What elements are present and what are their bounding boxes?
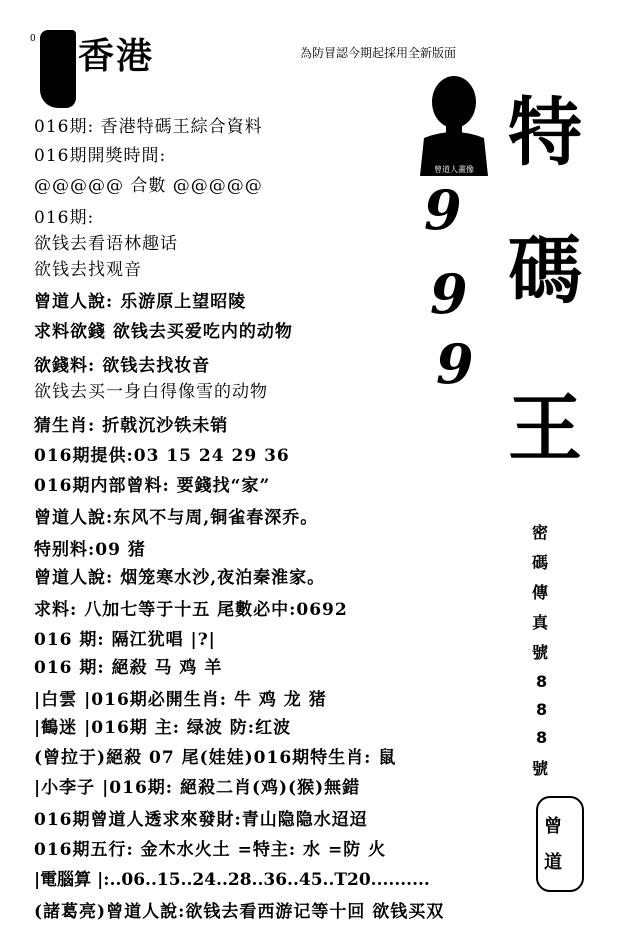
seal-stamp	[536, 796, 584, 892]
seal-char-1: 曾	[544, 816, 562, 837]
vertical-char-1: 密	[532, 523, 549, 542]
text-line: 016期: 香港特碼王綜合資料	[34, 117, 263, 137]
text-line: 特别料:09 猪	[34, 540, 146, 560]
text-line: 欲钱去找观音	[34, 260, 142, 280]
header-note: 為防冒認今期起採用全新版面	[300, 46, 457, 60]
text-line: 016期内部曾料: 要錢找“家”	[34, 476, 271, 496]
text-line: 求料欲錢 欲钱去买爱吃内的动物	[34, 322, 293, 342]
text-line: 曾道人說: 乐游原上望昭陵	[34, 292, 247, 312]
text-line: 求料: 八加七等于十五 尾數必中:0692	[34, 600, 348, 620]
text-line: |小李子 |016期: 絕殺二肖(鸡)(猴)無錯	[34, 778, 361, 798]
text-line: |鶴迷 |016期 主: 绿波 防:红波	[34, 718, 292, 738]
vertical-char-4: 真	[532, 613, 549, 632]
logo-text: 香港	[78, 36, 155, 77]
seal-char-2: 道	[544, 852, 562, 873]
vertical-char-6: 8	[536, 672, 548, 691]
nine-digit-1: 9	[424, 178, 462, 242]
vertical-char-2: 碼	[532, 553, 549, 572]
text-line: 016期曾道人透求來發財:青山隐隐水迢迢	[34, 810, 368, 830]
text-line: 016 期: 隔江犹唱 |?|	[34, 630, 216, 650]
corner-mark: 0	[30, 34, 36, 44]
text-line: (曾拉于)絕殺 07 尾(娃娃)016期特生肖: 鼠	[34, 748, 397, 768]
nine-digit-3: 9	[436, 332, 474, 396]
text-line: 猜生肖: 折戟沉沙铁未销	[34, 416, 229, 436]
portrait-image	[418, 72, 490, 176]
vertical-char-7: 8	[536, 700, 548, 719]
vertical-char-5: 號	[532, 643, 549, 662]
vertical-char-8: 8	[536, 728, 548, 747]
text-line: 曾道人說:东风不与周,铜雀春深乔。	[34, 508, 319, 528]
text-line: |白雲 |016期必開生肖: 牛 鸡 龙 猪	[34, 690, 327, 710]
text-line: 016 期: 絕殺 马 鸡 羊	[34, 658, 223, 678]
portrait-caption: 曾道人畫像	[434, 165, 474, 174]
text-line: (諸葛亮)曾道人說:欲钱去看西游记等十回 欲钱买双	[34, 902, 445, 922]
vertical-char-9: 號	[532, 759, 549, 778]
text-line: 016期提供:03 15 24 29 36	[34, 446, 290, 466]
text-line: 016期開獎時間:	[34, 146, 167, 166]
text-line: 曾道人說: 烟笼寒水沙,夜泊秦淮家。	[34, 568, 326, 588]
text-line: 欲钱去看语林趣话	[34, 234, 178, 254]
title-char-wang: 王	[508, 386, 582, 472]
text-line: 欲錢料: 欲钱去找妆音	[34, 356, 211, 376]
text-line: |電腦算 |:..06..15..24..28..36..45..T20..........	[34, 870, 430, 890]
nine-digit-2: 9	[430, 262, 468, 326]
vertical-char-3: 傳	[532, 583, 549, 602]
text-line: 016期五行: 金木水火土 =特主: 水 =防 火	[34, 840, 387, 860]
title-char-te: 特	[508, 90, 582, 176]
title-char-ma: 碼	[508, 228, 582, 314]
logo-icon	[40, 30, 76, 108]
text-line: @@@@@ 合數 @@@@@	[34, 176, 263, 196]
text-line: 欲钱去买一身白得像雪的动物	[34, 382, 268, 402]
text-line: 016期:	[34, 208, 95, 228]
